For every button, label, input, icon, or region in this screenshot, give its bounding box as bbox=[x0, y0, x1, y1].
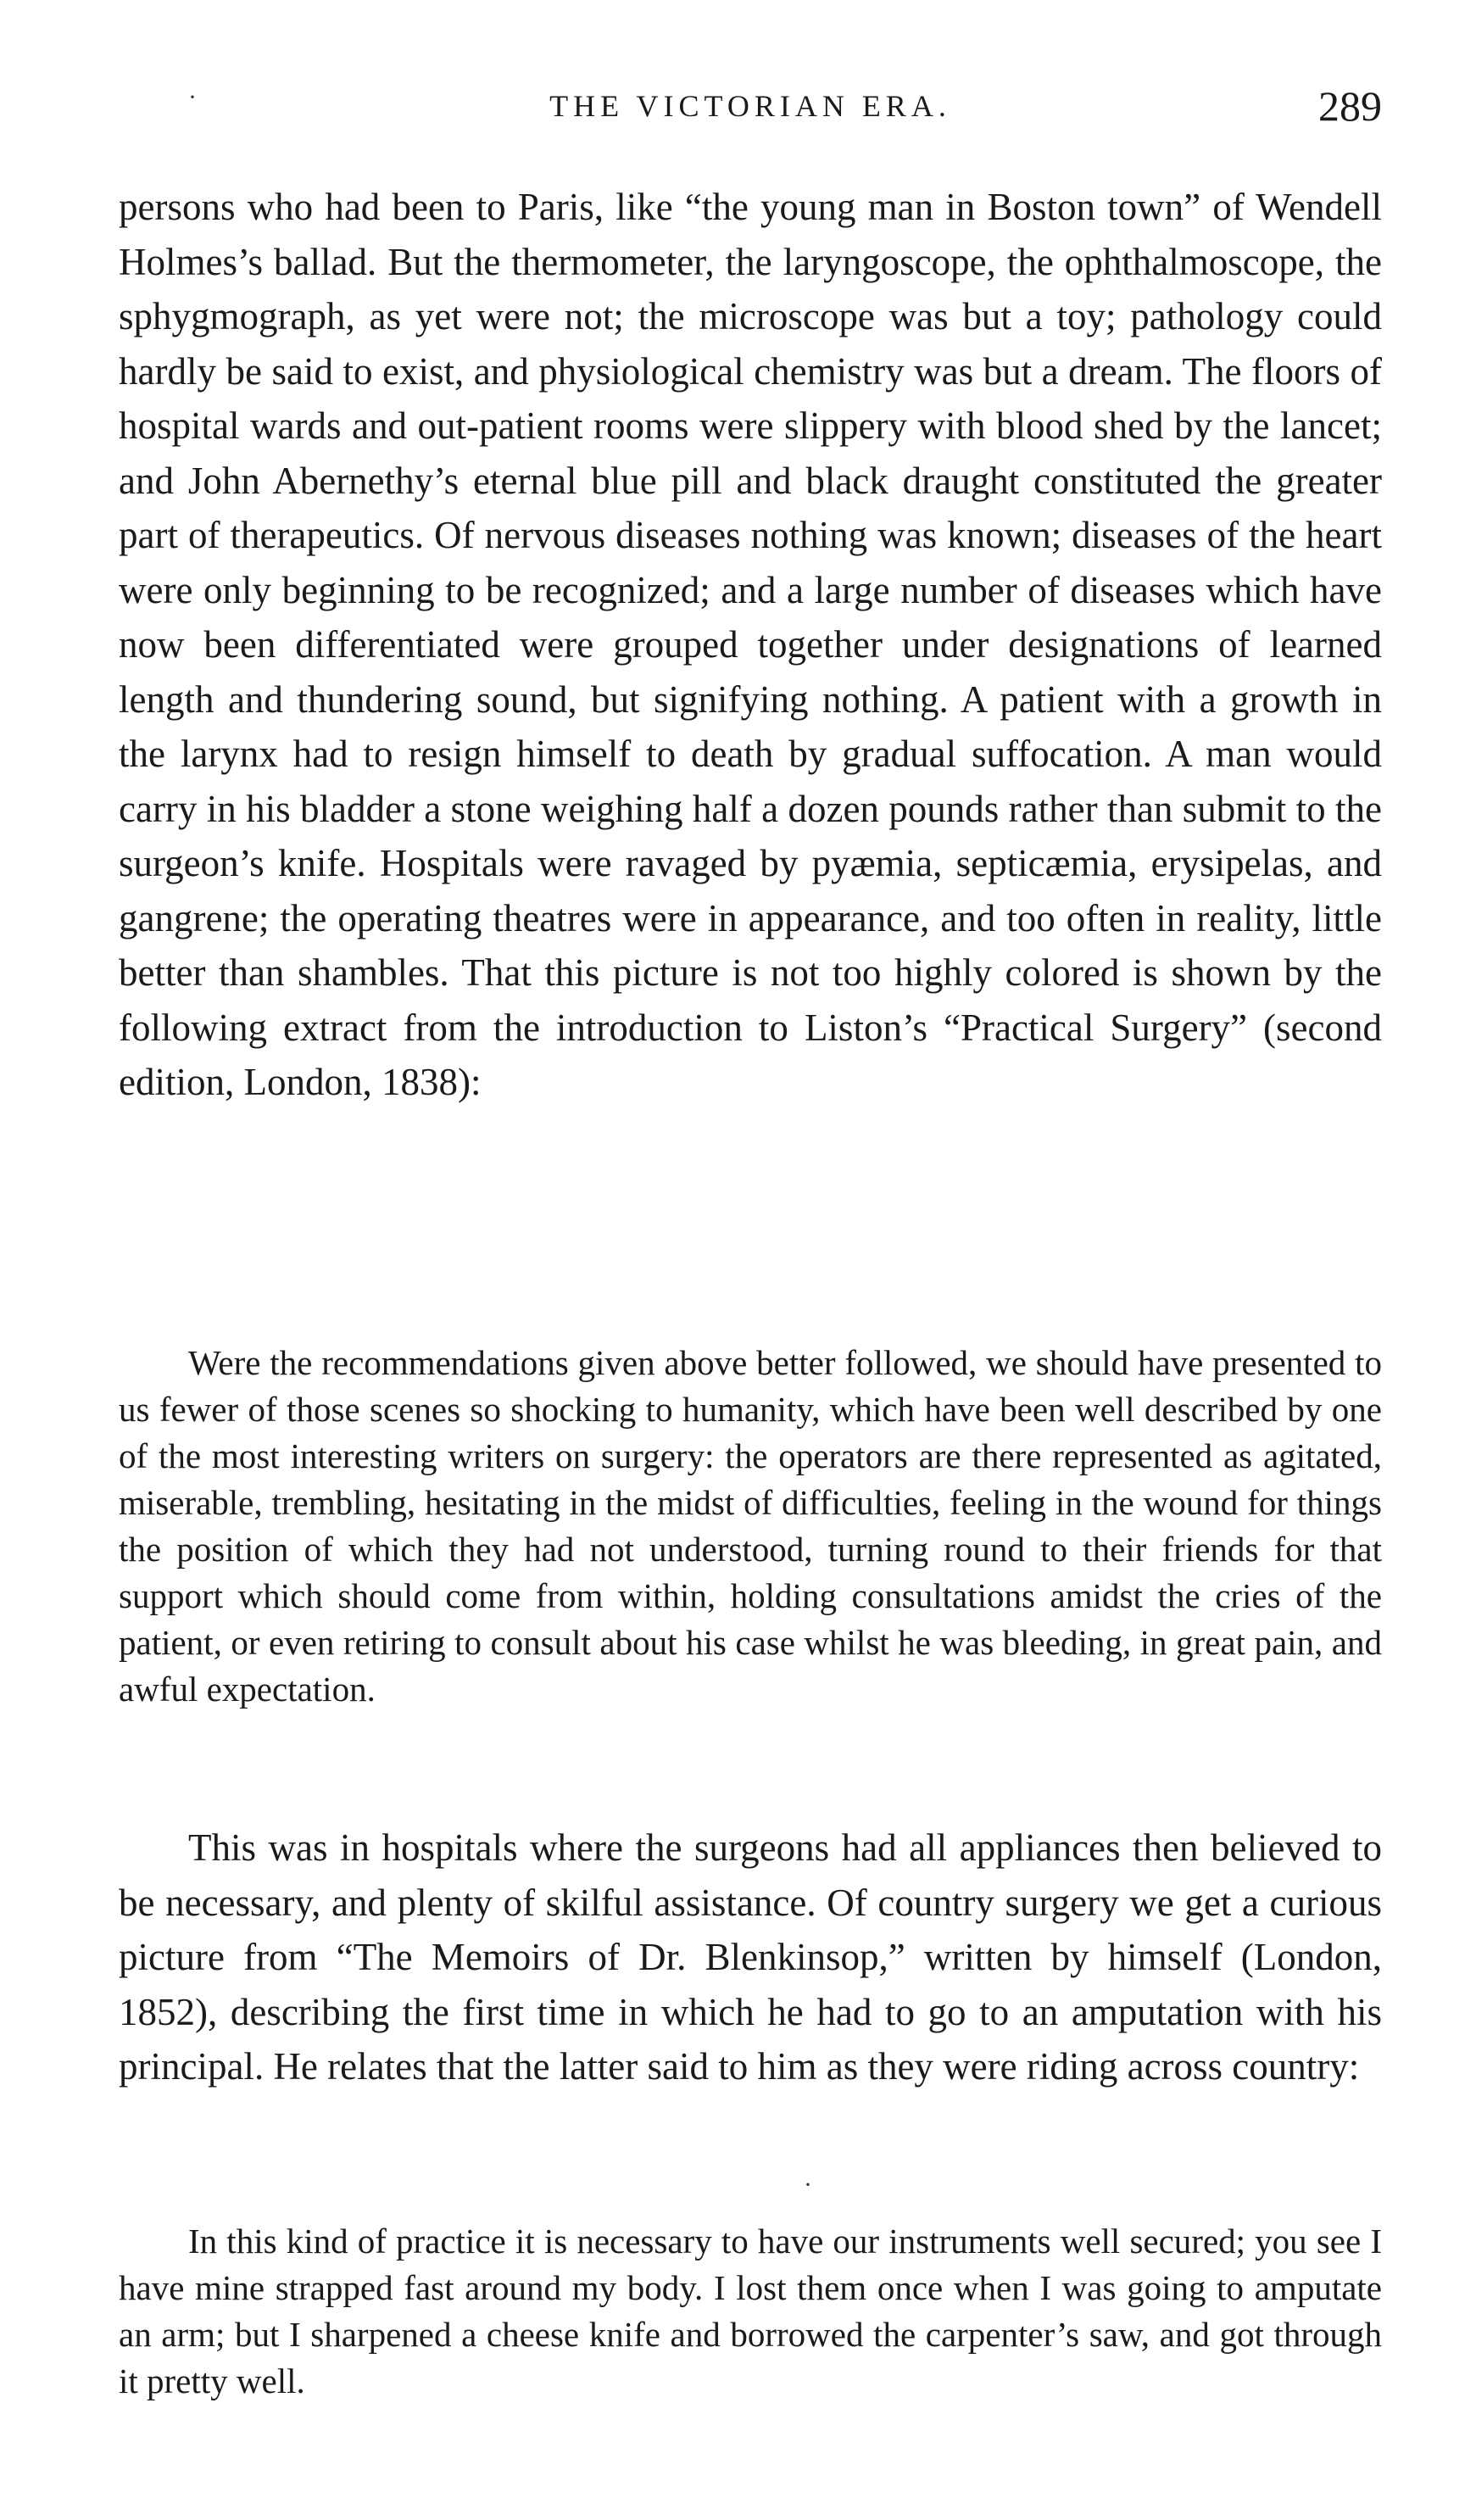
paragraph-2: This was in hospitals where the surgeons had all appliances then believed to be necessary, and plenty of skilful assistance. Of country surgery we get a curious picture from “The Memoirs of Dr. Blenkinsop,” written by himself (London, 1852), describing the first time in which he had to go to an amputation with his principal. He relates that the latter said to him as they were riding across country: bbox=[119, 1826, 1382, 2088]
block-quote-1: Were the recommendations given above better followed, we should have presented to us fewer of those scenes so shocking to humanity, which have been well described by one of the most interesting writers on surgery: the operators are there represented as agitated, miserable, trembling, hesitating in the midst of difficulties, feeling in the wound for things the position of which they had not understood, turning round to their friends for that support which should come from within, holding consultations amidst the cries of the patient, or even retiring to consult about his case whilst he was bleeding, in great pain, and awful expectation. bbox=[119, 1343, 1382, 1709]
block-quote-2: In this kind of practice it is necessary to have our instruments well secured; you see I have mine strapped fast around my body. I lost them once when I was going to amputate an arm; but I sharpened a cheese knife and borrowed the carpenter’s saw, and got through it pretty well. bbox=[119, 2222, 1382, 2400]
running-title: THE VICTORIAN ERA. bbox=[549, 89, 951, 123]
stray-mark: · bbox=[804, 2171, 812, 2199]
running-head bbox=[119, 81, 1382, 141]
stray-mark: · bbox=[188, 83, 197, 111]
page-number: 289 bbox=[1318, 82, 1382, 130]
paragraph-1: persons who had been to Paris, like “the young man in Boston town” of Wendell Holmes’s ballad. But the thermometer, the laryngoscope, the ophthalmoscope, the sphygmograph, as yet were not; the microscope was but a toy; pathology could hardly be said to exist, and physiological chemistry was but a dream. The floors of hospital wards and out-patient rooms were slippery with blood shed by the lancet; and John Abernethy’s eternal blue pill and black draught constituted the greater part of therapeutics. Of nervous diseases nothing was known; diseases of the heart were only beginning to be recognized; and a large number of diseases which have now been differentiated were grouped together under designations of learned length and thundering sound, but signifying nothing. A patient with a growth in the larynx had to resign himself to death by gradual suffocation. A man would carry in his bladder a stone weighing half a dozen pounds rather than submit to the surgeon’s knife. Hospitals were ravaged by pyæmia, septicæmia, erysipelas, and gangrene; the operating theatres were in appearance, and too often in reality, little better than shambles. That this picture is not too highly colored is shown by the following extract from the introduction to Liston’s “Practical Surgery” (second edition, London, 1838): bbox=[119, 186, 1382, 1103]
